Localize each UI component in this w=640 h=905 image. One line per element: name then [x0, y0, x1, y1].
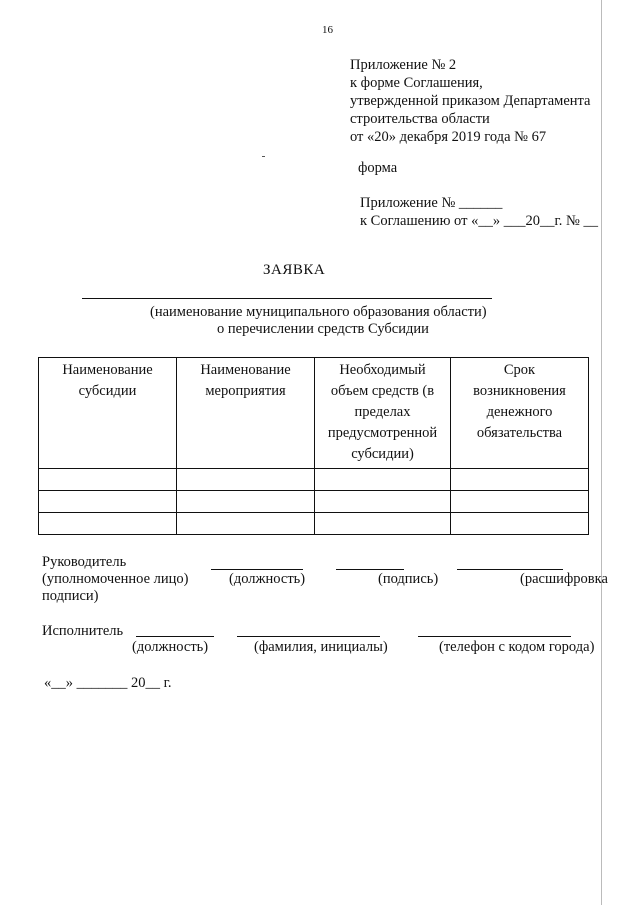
appendix-header [350, 56, 591, 146]
table-cell[interactable] [177, 513, 315, 535]
scan-speck [262, 156, 265, 157]
executor-phone-field[interactable] [418, 636, 571, 637]
executor-name-field[interactable] [237, 636, 380, 637]
municipality-name-field[interactable] [82, 298, 492, 299]
page-number: 16 [322, 24, 333, 36]
table-header-cell: Срок возникновения денежного обязательства [451, 358, 589, 469]
table-header-cell: Необходимый объем средств (в пределах предусмотренной субсидии) [315, 358, 451, 469]
appendix-blank-line: к Соглашению от «__» ___20__г. № __ [360, 213, 598, 229]
table-cell[interactable] [39, 469, 177, 491]
table-cell[interactable] [451, 513, 589, 535]
appendix-header-line: Приложение № 2 [350, 57, 457, 73]
table-header-cell: Наименование субсидии [39, 358, 177, 469]
table-row [39, 469, 589, 491]
table-cell[interactable] [39, 491, 177, 513]
appendix-blank-line: Приложение № ______ [360, 195, 503, 211]
executor-position-field[interactable] [136, 636, 214, 637]
appendix-header-line: строительства области [350, 111, 490, 127]
form-label: форма [358, 160, 398, 176]
appendix-blank [360, 194, 598, 230]
executor-position-caption: (должность) [132, 639, 209, 655]
appendix-header-line: от «20» декабря 2019 года № 67 [350, 129, 547, 145]
page-edge-line [601, 0, 602, 905]
table-cell[interactable] [315, 491, 451, 513]
table-header-cell: Наименование мероприятия [177, 358, 315, 469]
head-signature-caption: (подпись) [378, 571, 439, 587]
document-subtitle: о перечислении средств Субсидии [217, 321, 429, 337]
table-row [39, 513, 589, 535]
head-role-caption: (уполномоченное лицо) [42, 571, 189, 587]
date-line[interactable]: «__» _______ 20__ г. [44, 675, 172, 691]
municipality-caption: (наименование муниципального образования области) [150, 304, 487, 320]
table-cell[interactable] [451, 469, 589, 491]
head-signature-field[interactable] [336, 569, 404, 570]
head-decoding-caption-cont: подписи) [42, 588, 99, 604]
table-cell[interactable] [177, 469, 315, 491]
table-header-row [39, 358, 589, 469]
table-row [39, 491, 589, 513]
head-label: Руководитель [42, 554, 127, 570]
table-cell[interactable] [177, 491, 315, 513]
executor-name-caption: (фамилия, инициалы) [254, 639, 388, 655]
table-cell[interactable] [451, 491, 589, 513]
request-table [38, 357, 589, 535]
executor-label: Исполнитель [42, 623, 124, 639]
head-decoding-caption: (расшифровка [520, 571, 608, 587]
head-position-field[interactable] [211, 569, 303, 570]
document-title: ЗАЯВКА [263, 262, 326, 278]
appendix-header-line: к форме Соглашения, [350, 75, 483, 91]
executor-phone-caption: (телефон с кодом города) [439, 639, 595, 655]
head-decoding-field[interactable] [457, 569, 563, 570]
table-cell[interactable] [315, 513, 451, 535]
appendix-header-line: утвержденной приказом Департамента [350, 93, 591, 109]
head-position-caption: (должность) [229, 571, 306, 587]
table-cell[interactable] [39, 513, 177, 535]
table-cell[interactable] [315, 469, 451, 491]
